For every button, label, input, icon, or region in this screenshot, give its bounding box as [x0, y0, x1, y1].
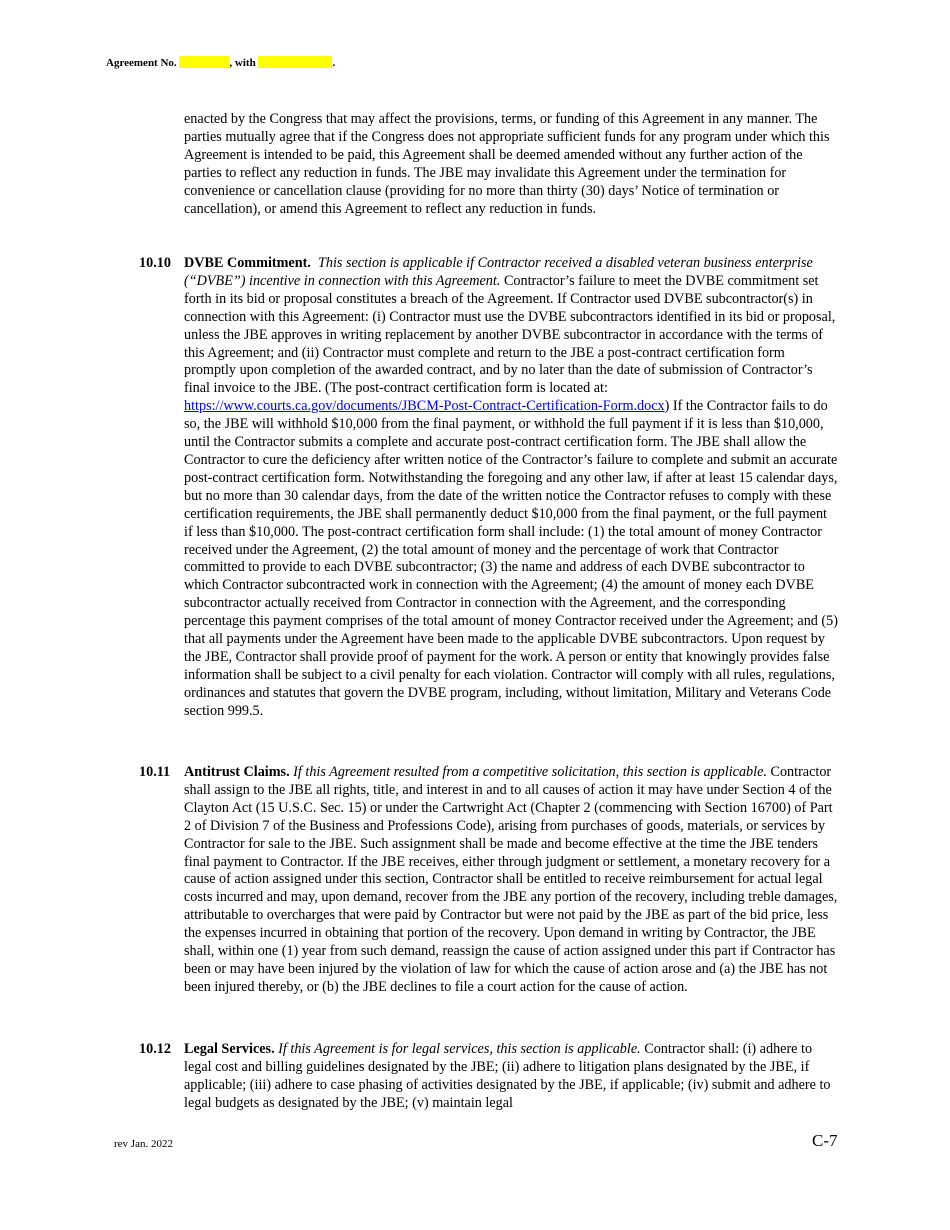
- section-text: Contractor shall: (i) adhere to legal cost and billing guidelines designated by the JBE; (ii) adhere to litigation plans designated by the JBE, if applicable; (iii) adhere to case phasing of activities designated by the JBE, if applicable; (iv) submit and adhere to legal budgets as designated by the JBE; (v) maintain legal: [184, 1041, 831, 1111]
- header-prefix: Agreement No.: [106, 57, 180, 69]
- agreement-number-blank: [179, 56, 229, 68]
- page-number: C-7: [812, 1131, 838, 1150]
- intro-paragraph: enacted by the Congress that may affect the provisions, terms, or funding of this Agreement in any manner. The parties mutually agree that if the Congress does not appropriate sufficient funds for any program under which this Agreement is intended to be paid, this Agreement shall be deemed amended without any further action of the parties to reflect any reduction in funds. The JBE may invalidate this Agreement under the termination for convenience or cancellation clause (providing for no more than thirty (30) days’ Notice of termination or cancellation), or amend this Agreement to reflect any reduction in funds.: [184, 111, 830, 217]
- header-suffix: .: [332, 57, 336, 69]
- header-middle: , with: [229, 57, 259, 69]
- section-10-12: [139, 1041, 839, 1113]
- page-header: [106, 56, 335, 70]
- section-10-11: [139, 764, 839, 997]
- section-number: 10.12: [139, 1041, 171, 1057]
- section-10-10: [139, 255, 839, 721]
- section-title: DVBE Commitment.: [184, 255, 311, 271]
- certification-form-link[interactable]: https://www.courts.ca.gov/documents/JBCM-Post-Contract-Certification-Form.docx: [184, 398, 665, 415]
- section-text: Contractor shall assign to the JBE all rights, title, and interest in and to all causes of action it may have under Section 4 of the Clayton Act (15 U.S.C. Sec. 15) or under the Cartwright Act (Chapter 2 (commencing with Section 16700) of Part 2 of Division 7 of the Business and Professions Code), arising from purchases of goods, materials, or services by Contractor for sale to the JBE. Such assignment shall be made and become effective at the time the JBE tenders final payment to Contractor. If the JBE receives, either through judgment or settlement, a monetary recovery for a cause of action assigned under this section, Contractor shall be entitled to receive reimbursement for actual legal costs incurred and may, upon demand, recover from the JBE any portion of the recovery, including treble damages, attributable to overcharges that were paid by Contractor but were not paid by the JBE as part of the bid price, less the expenses incurred in obtaining that portion of the recovery. Upon demand in writing by Contractor, the JBE shall, within one (1) year from such demand, reassign the cause of action assigned under this part if Contractor has been or may have been injured by the violation of law for which the cause of action arose and (a) the JBE has not been injured thereby, or (b) the JBE declines to file a court action for the cause of action.: [184, 764, 838, 995]
- section-number: 10.11: [139, 764, 171, 780]
- section-text-after-link: ) If the Contractor fails to do so, the JBE will withhold $10,000 from the final payment, or withhold the full payment if it is less than $10,000, until the Contractor submits a complete and accurate post-contract certification form. The JBE shall allow the Contractor to cure the deficiency after written notice of the Contractor’s failure to complete and submit an accurate post-contract certification form. Notwithstanding the foregoing and any other law, if after at least 15 calendar days, but no more than 30 calendar days, from the date of the written notice the Contractor refuses to comply with these certification requirements, the JBE shall permanently deduct $10,000 from the final payment, or the full payment if less than $10,000. The post-contract certification form shall include: (1) the total amount of money Contractor received under the Agreement, (2) the total amount of money and the percentage of work that Contractor committed to provide to each DVBE subcontractor; (3) the name and address of each DVBE subcontractor to which Contractor subcontracted work in connection with the Agreement; (4) the amount of money each DVBE subcontractor actually received from Contractor in connection with the Agreement, and the corresponding percentage this payment comprises of the total amount of money Contractor received under the Agreement; and (5) that all payments under the Agreement have been made to the applicable DVBE subcontractors. Upon request by the JBE, Contractor shall provide proof of payment for the work. A person or entity that knowingly provides false information shall be subject to a civil penalty for each violation. Contractor will comply with all rules, regulations, ordinances and statutes that govern the DVBE program, including, without limitation, Military and Veterans Code section 999.5.: [184, 398, 838, 719]
- section-applicability: If this Agreement resulted from a competitive solicitation, this section is applicable.: [293, 764, 767, 780]
- section-applicability: If this Agreement is for legal services, this section is applicable.: [278, 1041, 641, 1057]
- party-name-blank: [258, 56, 332, 68]
- section-content: [184, 764, 839, 997]
- section-text-before-link: Contractor’s failure to meet the DVBE commitment set forth in its bid or proposal constitutes a breach of the Agreement. If Contractor used DVBE subcontractor(s) in connection with this Agreement: (i) Contractor must use the DVBE subcontractors identified in its bid or proposal, unless the JBE approves in writing replacement by another DVBE subcontractor in accordance with the terms of this Agreement; and (ii) Contractor must complete and return to the JBE a post-contract certification form promptly upon completion of the awarded contract, and by no later than the date of submission of Contractor’s final invoice to the JBE. (The post-contract certification form is located at:: [184, 272, 836, 397]
- section-title: Antitrust Claims.: [184, 764, 290, 780]
- section-content: [184, 1041, 839, 1113]
- section-content: [184, 255, 839, 721]
- revision-date: rev Jan. 2022: [114, 1138, 173, 1150]
- section-number: 10.10: [139, 255, 171, 271]
- section-title: Legal Services.: [184, 1041, 275, 1057]
- section-applicability: This section is applicable if Contractor received a disabled veteran business enterprise (“DVBE”) incentive in connection with this Agreement.: [184, 255, 813, 289]
